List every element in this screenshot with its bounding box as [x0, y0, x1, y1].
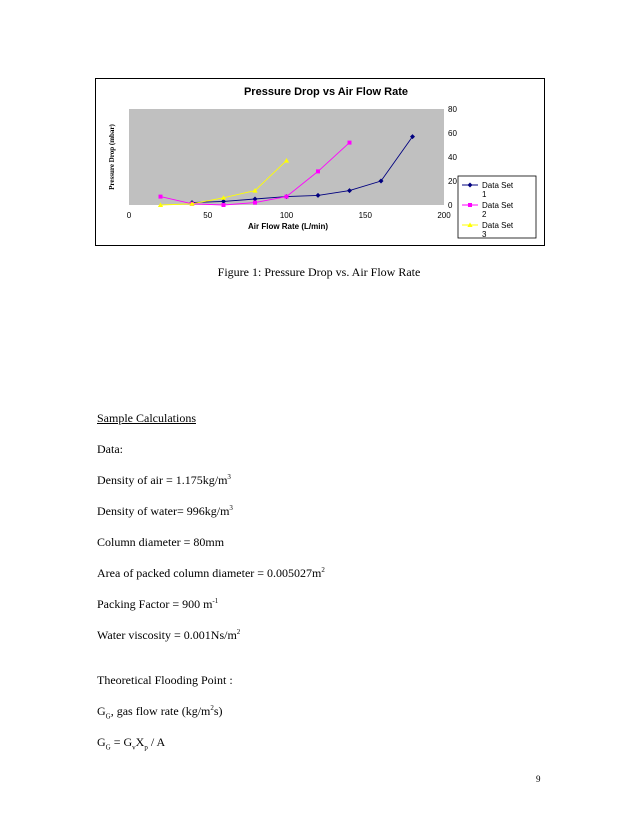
density-air-line [97, 473, 231, 488]
water-viscosity-text: Water viscosity = 0.001Ns/m [97, 628, 237, 642]
packing-factor-line [97, 597, 218, 612]
density-water-line [97, 504, 233, 519]
formula-lhs: G [97, 735, 106, 749]
density-air-text: Density of air = 1.175kg/m [97, 473, 228, 487]
formula-x: X [135, 735, 145, 749]
data-point [222, 203, 226, 207]
y-tick-label: 20 [448, 177, 457, 186]
packed-area-sup: 2 [321, 566, 325, 574]
formula-lhs-sub: G [105, 743, 111, 752]
gas-flow-mid: , gas flow rate (kg/m [110, 704, 211, 718]
y-tick-label: 80 [448, 105, 457, 114]
packing-factor-text: Packing Factor = 900 m [97, 597, 213, 611]
data-label: Data: [97, 442, 123, 456]
packing-factor-sup: -1 [212, 597, 219, 605]
x-tick-label: 150 [358, 211, 372, 220]
density-water-sup: 3 [229, 504, 233, 512]
column-diameter-line: Column diameter = 80mm [97, 535, 225, 549]
page-number: 9 [536, 774, 541, 784]
legend-marker [468, 203, 472, 207]
chart-title: Pressure Drop vs Air Flow Rate [243, 86, 409, 98]
y-tick-label: 0 [448, 201, 453, 210]
x-tick-label: 100 [279, 211, 294, 220]
legend-label-index: 3 [482, 230, 487, 239]
chart-container [95, 78, 545, 246]
formula-g-sub: v [132, 743, 136, 752]
y-tick-label: 40 [448, 153, 457, 162]
plot-area [129, 109, 444, 205]
formula-eq: = G [110, 735, 133, 749]
x-tick-label: 200 [437, 211, 451, 220]
packed-area-text: Area of packed column diameter = 0.005027m [97, 566, 322, 580]
legend-label: Data Set [482, 181, 514, 190]
data-point [285, 195, 289, 199]
density-air-sup: 3 [227, 473, 231, 481]
flooding-heading: Theoretical Flooding Point : [97, 673, 233, 687]
gas-flow-line [97, 704, 223, 720]
legend-label: Data Set [482, 201, 514, 210]
y-axis-label: Pressure Drop (mbar) [108, 124, 116, 190]
water-viscosity-line [97, 628, 240, 643]
gas-flow-symbol: G [97, 704, 106, 718]
formula-line [97, 735, 165, 751]
data-point [159, 195, 163, 199]
data-point [348, 141, 352, 145]
x-axis-label: Air Flow Rate (L/min) [248, 222, 328, 231]
legend-label-index: 1 [482, 190, 487, 199]
x-tick-label: 50 [203, 211, 213, 220]
gas-flow-sup: 2 [210, 704, 214, 712]
legend-label: Data Set [482, 221, 514, 230]
gas-flow-tail: s) [213, 704, 223, 718]
pressure-drop-chart [96, 79, 544, 245]
formula-tail: / A [147, 735, 166, 749]
section-heading: Sample Calculations [97, 411, 196, 425]
packed-area-line [97, 566, 325, 581]
water-viscosity-sup: 2 [236, 628, 241, 636]
density-water-text: Density of water= 996kg/m [97, 504, 230, 518]
y-tick-label: 60 [448, 129, 457, 138]
formula-x-sub: p [144, 743, 148, 752]
x-tick-label: 0 [126, 211, 132, 220]
data-point [253, 201, 257, 205]
figure-caption: Figure 1: Pressure Drop vs. Air Flow Rate [217, 265, 421, 279]
data-point [316, 169, 320, 173]
gas-flow-sub: G [105, 712, 111, 721]
legend-label-index: 2 [482, 210, 487, 219]
